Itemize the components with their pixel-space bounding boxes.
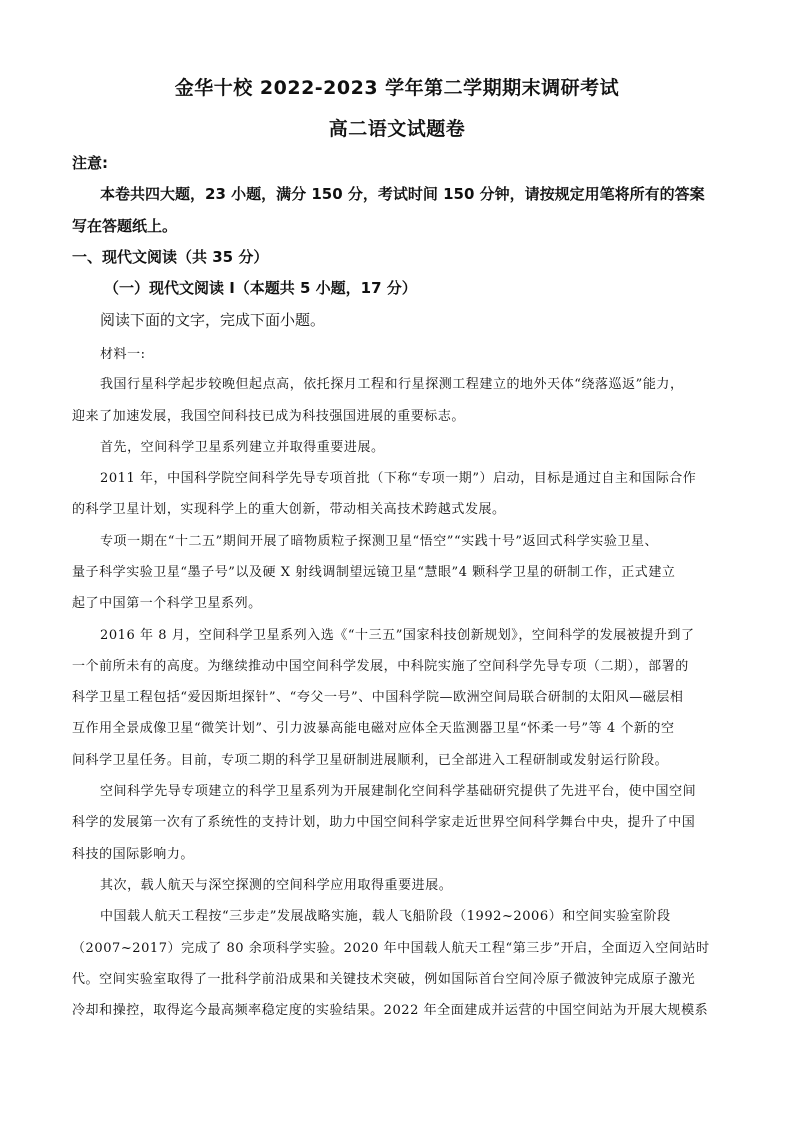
passage-line: 间科学卫星任务。目前，专项二期的科学卫星研制进展顺利，已全部进入工程研制或发射运行阶段。: [72, 753, 669, 768]
passage-line: 起了中国第一个科学卫星系列。: [72, 596, 262, 611]
exam-title: 金华十校 2022-2023 学年第二学期期末调研考试: [174, 77, 620, 99]
reading-instruction: 阅读下面的文字，完成下面小题。: [100, 311, 326, 329]
passage-line: 2016 年 8 月，空间科学卫星系列入选《“十三五”国家科技创新规划》，空间科学的发展被提升到了: [100, 628, 695, 643]
passage-line: 互作用全景成像卫星“微笑计划”、引力波暴高能电磁对应体全天监测器卫星“怀柔一号”等 4 个新的空: [72, 721, 675, 736]
passage-line: 科学卫星工程包括“爱因斯坦探针”、“夸父一号”、中国科学院—欧洲空间局联合研制的太阳风—磁层相: [72, 690, 684, 705]
passage-line: 空间科学先导专项建立的科学卫星系列为开展建制化空间科学基础研究提供了先进平台，使中国空间: [100, 784, 697, 799]
passage-line: 冷却和操控，取得迄今最高频率稳定度的实验结果。2022 年全面建成并运营的中国空间站为开展大规模系: [72, 1003, 709, 1018]
passage-line: 首先，空间科学卫星系列建立并取得重要进展。: [100, 440, 385, 455]
passage-line: 代。空间实验室取得了一批科学前沿成果和关键技术突破，例如国际首台空间冷原子微波钟完成原子激光: [72, 972, 696, 987]
passage-line: 迎来了加速发展，我国空间科技已成为科技强国进展的重要标志。: [72, 409, 465, 424]
exam-subtitle: 高二语文试题卷: [328, 118, 466, 140]
passage-line: 科学的发展第一次有了系统性的支持计划，助力中国空间科学家走近世界空间科学舞台中央，提升了中国: [72, 815, 696, 830]
passage-line: 一个前所未有的高度。为继续推动中国空间科学发展，中科院实施了空间科学先导专项（二期），部署的: [72, 659, 689, 674]
passage-line: 量子科学实验卫星“墨子号”以及硬 X 射线调制望远镜卫星“慧眼”4 颗科学卫星的研制工作，正式建立: [72, 565, 676, 580]
section-heading: 一、现代文阅读（共 35 分）: [72, 248, 269, 266]
passage-line: 中国载人航天工程按“三步走”发展战略实施，载人飞船阶段（1992~2006）和空间实验室阶段: [100, 909, 671, 924]
passage-line: 其次，载人航天与深空探测的空间科学应用取得重要进展。: [100, 878, 453, 893]
section-subheading: （一）现代文阅读 I（本题共 5 小题，17 分）: [104, 279, 417, 297]
passage-line: 专项一期在“十二五”期间开展了暗物质粒子探测卫星“悟空”“实践十号”返回式科学实验卫星、: [100, 534, 659, 549]
notice-text-line-1: 本卷共四大题，23 小题，满分 150 分，考试时间 150 分钟，请按规定用笔将所有的答案: [100, 185, 705, 203]
passage-line: 的科学卫星计划，实现科学上的重大创新，带动相关高技术跨越式发展。: [72, 502, 506, 517]
passage-line: （2007~2017）完成了 80 余项科学实验。2020 年中国载人航天工程“第三步”开启，全面迈入空间站时: [72, 941, 710, 956]
passage-line: 我国行星科学起步较晚但起点高，依托探月工程和行星探测工程建立的地外天体“绕落巡返”能力，: [100, 377, 684, 392]
material-label: 材料一:: [100, 347, 146, 362]
passage-line: 科技的国际影响力。: [72, 847, 194, 862]
notice-text-line-2: 写在答题纸上。: [72, 217, 178, 235]
passage-line: 2011 年，中国科学院空间科学先导专项首批（下称“专项一期”）启动，目标是通过自主和国际合作: [100, 471, 697, 486]
notice-label: 注意:: [72, 154, 108, 172]
